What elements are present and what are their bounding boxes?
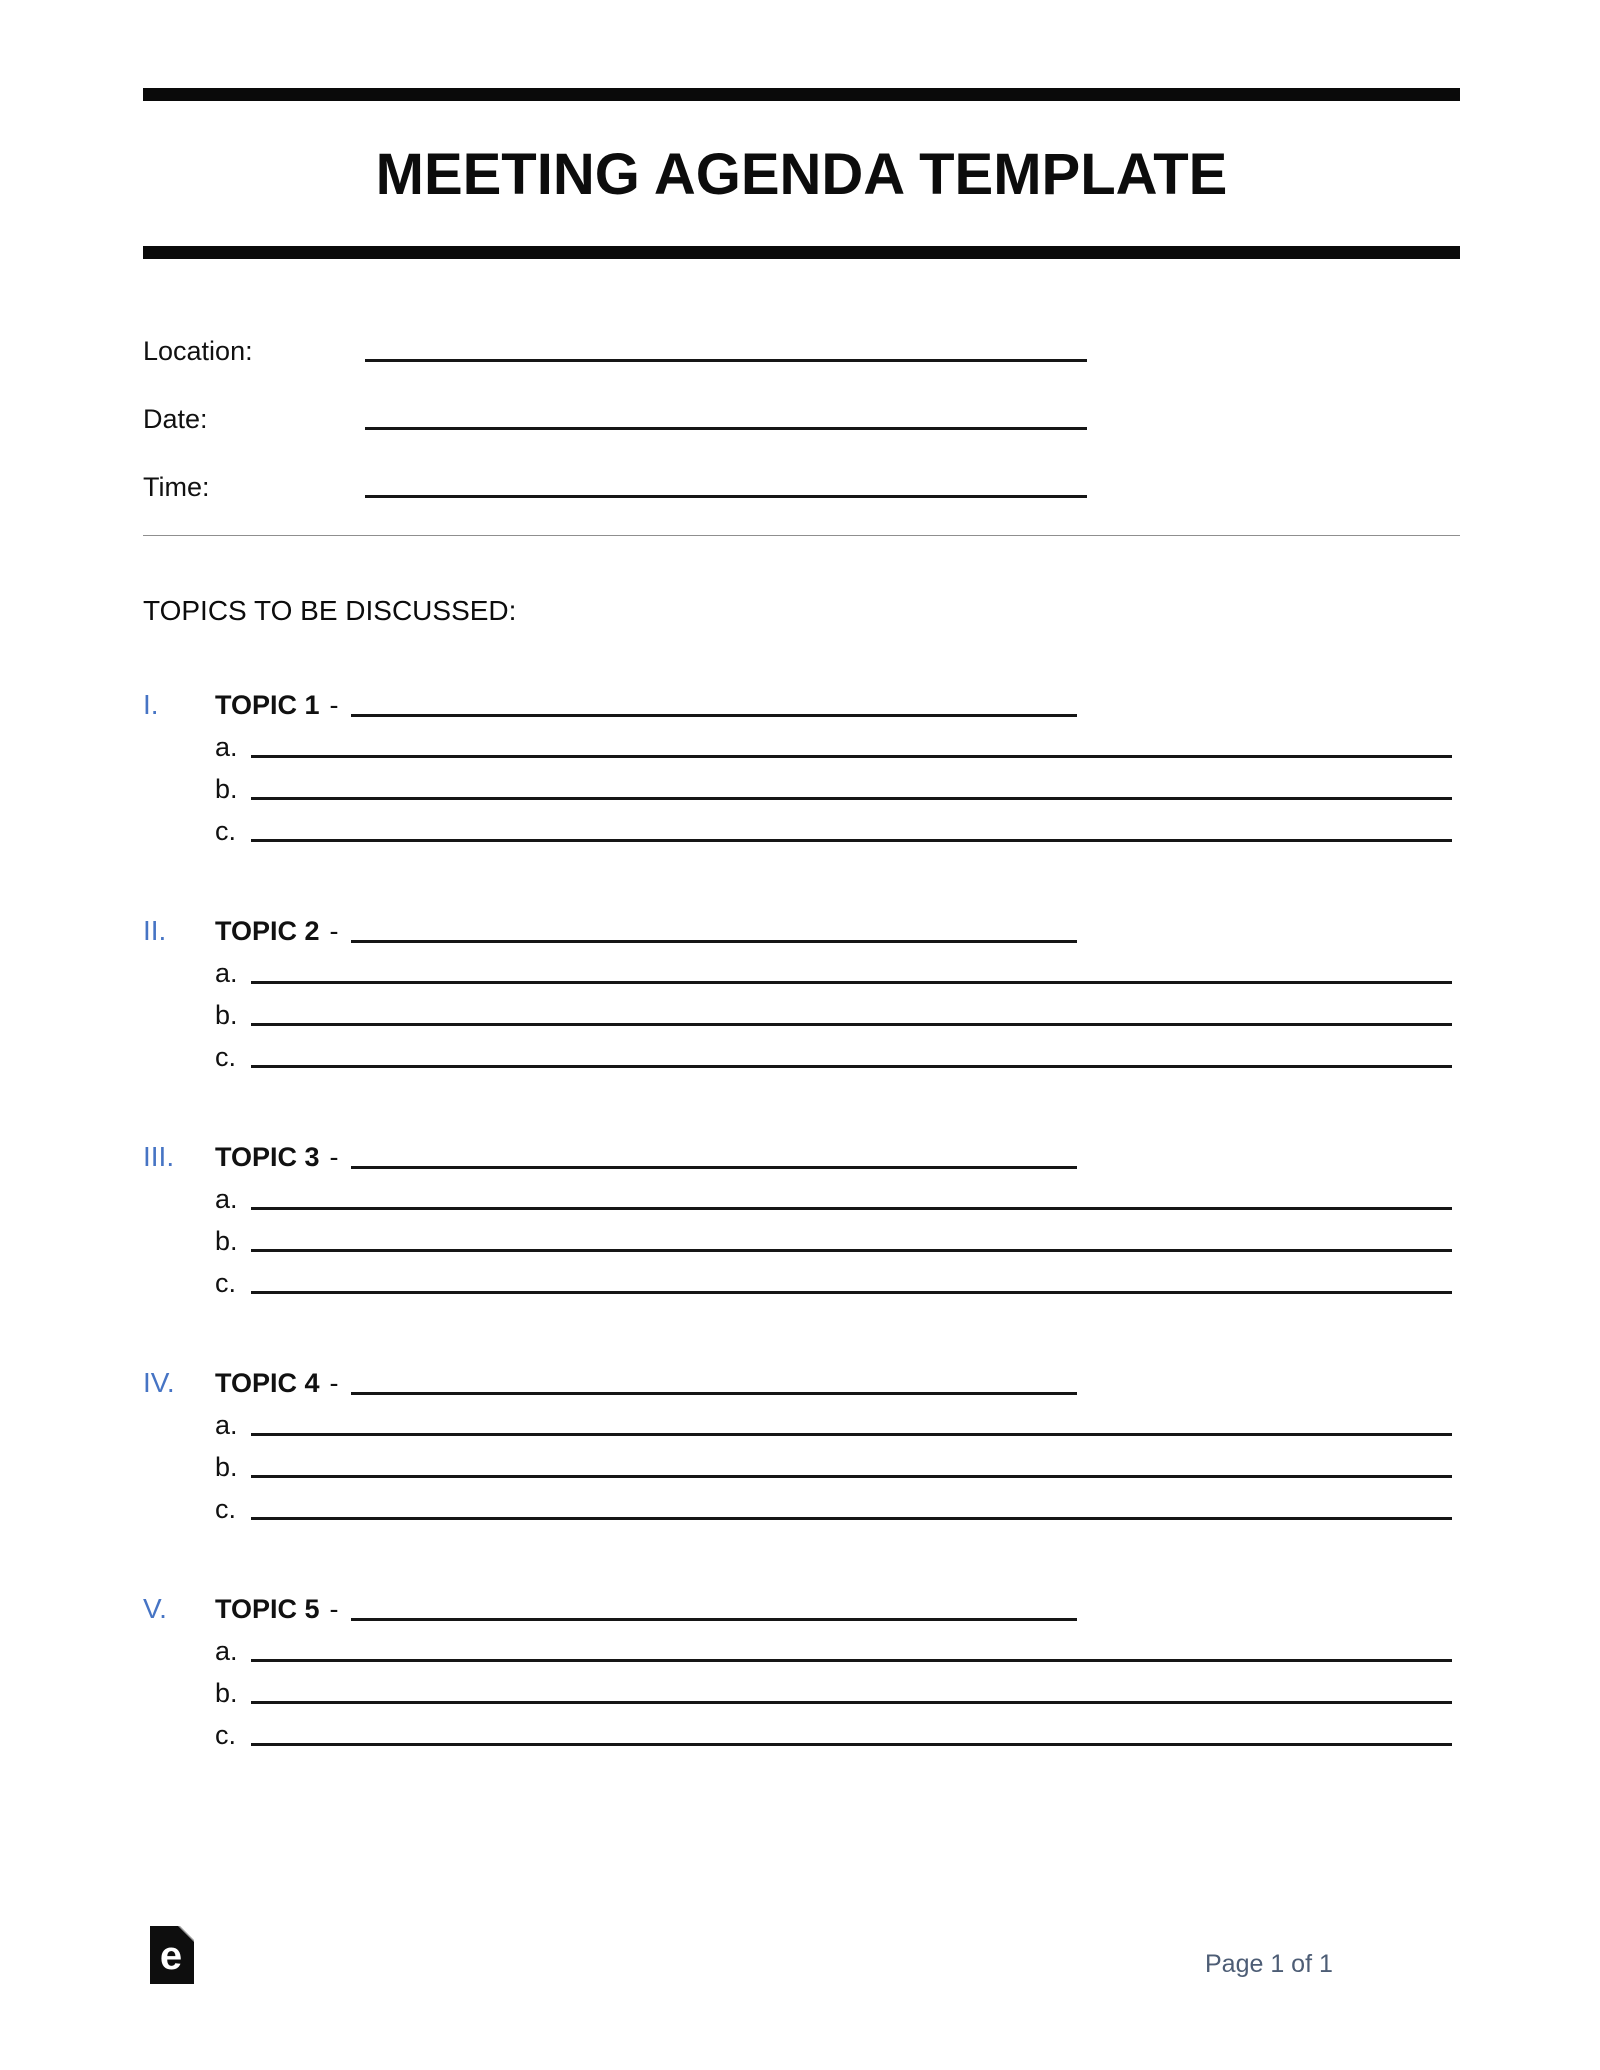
fill-line [251, 1433, 1452, 1436]
topics-list [143, 689, 1460, 1751]
topic-2-blank-line [351, 940, 1077, 943]
sub-item-label: a. [215, 732, 238, 763]
topic-1-separator: - [329, 690, 339, 721]
topic-2-separator: - [329, 916, 339, 947]
topic-5-block [143, 1593, 1460, 1751]
topic-2-block [143, 915, 1460, 1073]
page-number: Page 1 of 1 [1205, 1950, 1333, 1978]
topic-2-sub-item-a [215, 947, 1460, 989]
time-field-row [143, 467, 1460, 503]
fill-line [251, 1249, 1452, 1252]
fill-line [251, 1517, 1452, 1520]
fill-line [251, 981, 1452, 984]
topic-3-label: TOPIC 3 [215, 1142, 320, 1173]
fill-line [251, 1701, 1452, 1704]
sub-item-label: b. [215, 1226, 238, 1257]
topic-4-blank-line [351, 1392, 1077, 1395]
topic-2-label: TOPIC 2 [215, 916, 320, 947]
topic-5-separator: - [329, 1594, 339, 1625]
time-label: Time: [143, 471, 210, 502]
topic-4-numeral: IV. [143, 1367, 175, 1399]
topic-2-sub-item-b [215, 989, 1460, 1031]
sub-item-label: a. [215, 1636, 238, 1667]
topic-4-sub-item-a [215, 1399, 1460, 1441]
topic-1-sub-item-c [215, 805, 1460, 847]
sub-item-label: c. [215, 1268, 237, 1299]
topic-3-sub-item-b [215, 1215, 1460, 1257]
topic-5-label: TOPIC 5 [215, 1594, 320, 1625]
topic-5-sub-item-c [215, 1709, 1460, 1751]
sub-item-label: b. [215, 1452, 238, 1483]
sub-item-label: c. [215, 1042, 237, 1073]
page-title: MEETING AGENDA TEMPLATE [375, 142, 1228, 207]
date-blank-line [365, 427, 1087, 430]
topic-1-block [143, 689, 1460, 847]
sub-item-label: c. [215, 816, 237, 847]
fill-line [251, 1065, 1452, 1068]
location-blank-line [365, 359, 1087, 362]
sub-item-label: b. [215, 774, 238, 805]
eforms-document-logo [150, 1926, 194, 1984]
top-rule-bar [143, 88, 1460, 101]
sub-item-label: b. [215, 1000, 238, 1031]
topic-3-separator: - [329, 1142, 339, 1173]
topic-3-numeral: III. [143, 1141, 175, 1173]
title-bottom-rule-bar [143, 246, 1460, 259]
topic-4-separator: - [329, 1368, 339, 1399]
topic-4-sub-item-b [215, 1441, 1460, 1483]
fill-line [251, 1475, 1452, 1478]
topic-1-title-row [143, 689, 1460, 721]
topic-1-blank-line [351, 714, 1077, 717]
topic-3-blank-line [351, 1166, 1077, 1169]
topic-3-sub-item-c [215, 1257, 1460, 1299]
topic-1-numeral: I. [143, 689, 159, 721]
topic-2-numeral: II. [143, 915, 167, 947]
topic-3-block [143, 1141, 1460, 1299]
sub-item-label: a. [215, 1410, 238, 1441]
topic-1-sub-item-b [215, 763, 1460, 805]
topic-5-numeral: V. [143, 1593, 167, 1625]
fill-line [251, 755, 1452, 758]
topic-5-sub-item-a [215, 1625, 1460, 1667]
topic-5-sub-item-b [215, 1667, 1460, 1709]
fill-line [251, 1659, 1452, 1662]
topic-4-title-row [143, 1367, 1460, 1399]
sub-item-label: a. [215, 958, 238, 989]
date-field-row [143, 399, 1460, 435]
topic-4-label: TOPIC 4 [215, 1368, 320, 1399]
topic-4-sub-item-c [215, 1483, 1460, 1525]
sub-item-label: c. [215, 1720, 237, 1751]
topic-5-title-row [143, 1593, 1460, 1625]
topic-1-label: TOPIC 1 [215, 690, 320, 721]
fill-line [251, 1743, 1452, 1746]
section-divider [143, 535, 1460, 536]
topic-5-blank-line [351, 1618, 1077, 1621]
fill-line [251, 797, 1452, 800]
topic-2-title-row [143, 915, 1460, 947]
topic-3-title-row [143, 1141, 1460, 1173]
location-label: Location: [143, 335, 253, 366]
section-heading: TOPICS TO BE DISCUSSED: [143, 594, 517, 626]
location-field-row [143, 331, 1460, 367]
fill-line [251, 1207, 1452, 1210]
topic-1-sub-item-a [215, 721, 1460, 763]
sub-item-label: b. [215, 1678, 238, 1709]
topic-4-block [143, 1367, 1460, 1525]
fill-line [251, 1023, 1452, 1026]
fill-line [251, 1291, 1452, 1294]
topic-3-sub-item-a [215, 1173, 1460, 1215]
meta-fields-block [143, 331, 1460, 503]
sub-item-label: c. [215, 1494, 237, 1525]
topic-2-sub-item-c [215, 1031, 1460, 1073]
sub-item-label: a. [215, 1184, 238, 1215]
time-blank-line [365, 495, 1087, 498]
fill-line [251, 839, 1452, 842]
logo-letter: e [159, 1934, 183, 1978]
date-label: Date: [143, 403, 208, 434]
